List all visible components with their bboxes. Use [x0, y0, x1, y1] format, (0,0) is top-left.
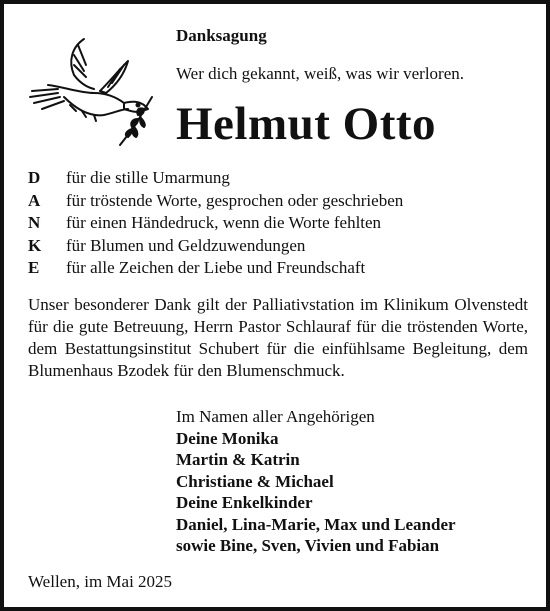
acrostic-letter: D: [28, 168, 41, 188]
notice-heading: Danksagung: [176, 26, 267, 45]
deceased-name: Helmut Otto: [176, 98, 437, 150]
danke-row: [28, 235, 538, 258]
acrostic-text: für Blumen und Geldzuwendungen: [66, 235, 306, 255]
memorial-quote: Wer dich gekannt, weiß, was wir verloren.: [176, 64, 465, 83]
danke-row: [28, 167, 538, 190]
acrostic-letter: A: [28, 190, 41, 210]
acrostic-letter: N: [28, 213, 41, 233]
acrostic-letter: E: [28, 258, 40, 278]
signature-name: sowie Bine, Sven, Vivien und Fabian: [176, 535, 440, 555]
signature-name: Deine Monika: [176, 429, 279, 448]
dove-icon: [24, 31, 160, 151]
danke-row: [28, 190, 538, 213]
signature-name: Christiane & Michael: [176, 471, 334, 491]
signature-block: [176, 406, 456, 556]
signature-name: Martin & Katrin: [176, 450, 300, 470]
signature-name: Deine Enkelkinder: [176, 493, 313, 513]
acrostic-text: für die stille Umarmung: [66, 168, 230, 188]
place-date: Wellen, im Mai 2025: [28, 572, 173, 591]
acrostic-text: für tröstende Worte, gesprochen oder geschrieben: [66, 190, 404, 210]
acrostic-text: für alle Zeichen der Liebe und Freundschaft: [66, 258, 366, 278]
acrostic-letter: K: [28, 235, 42, 255]
signature-intro: Im Namen aller Angehörigen: [176, 407, 375, 426]
acrostic-text: für einen Händedruck, wenn die Worte fehlten: [66, 213, 382, 233]
danke-row: [28, 257, 538, 280]
thanks-paragraph: Unser besonderer Dank gilt der Palliativstation im Klinikum Olvenstedt für die gute Betreuung, Herrn Pastor Schlauraf für die tröstenden Worte, dem Bestattungsinstitut Schubert für die einfühlsame Begleitung, dem Blumenhaus Bzodek für den Blumenschmuck.: [28, 295, 528, 380]
danke-acrostic: [28, 167, 538, 280]
danke-row: [28, 212, 538, 235]
signature-name: Daniel, Lina-Marie, Max und Leander: [176, 514, 456, 534]
